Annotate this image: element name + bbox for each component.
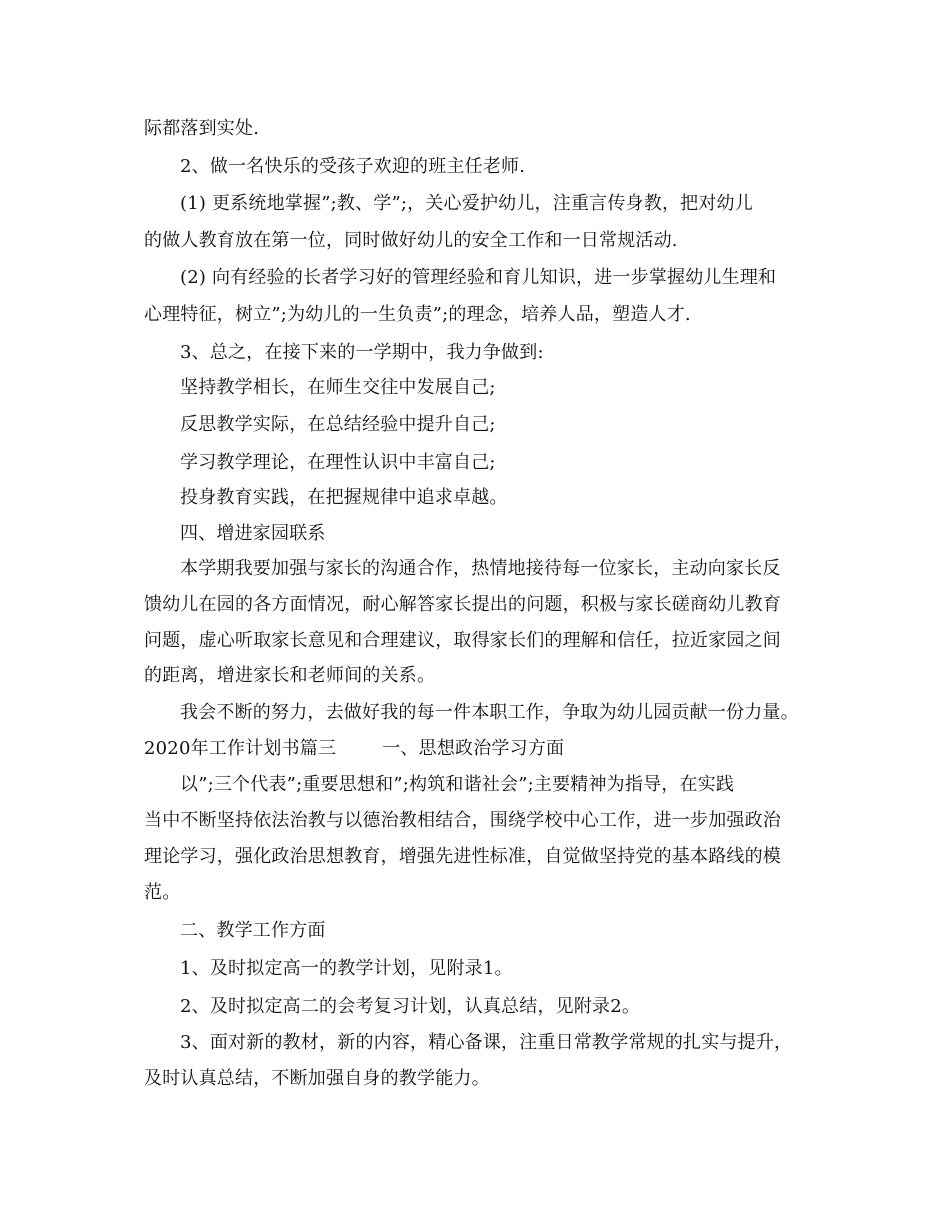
- text-line: (1) 更系统地掌握”;教、学”;，关心爱护幼儿，注重言传身教，把对幼儿: [180, 193, 753, 214]
- text-line: 以”;三个代表”;重要思想和”;构筑和谐社会”;主要精神为指导，在实践: [180, 774, 735, 795]
- text-line: 的距离，增进家长和老师间的关系。: [144, 665, 436, 686]
- text-line: 3、面对新的教材，新的内容，精心备课，注重日常教学常规的扎实与提升，: [180, 1032, 793, 1053]
- text-line: 本学期我要加强与家长的沟通合作，热情地接待每一位家长，主动向家长反: [180, 558, 781, 579]
- text-line: 反思教学实际，在总结经验中提升自己;: [180, 414, 496, 435]
- text-line: 的做人教育放在第一位，同时做好幼儿的安全工作和一日常规活动.: [144, 230, 678, 251]
- text-line: 2、做一名快乐的受孩子欢迎的班主任老师.: [180, 156, 526, 177]
- text-line: 我会不断的努力，去做好我的每一件本职工作，争取为幼儿园贡献一份力量。: [180, 702, 799, 723]
- section-heading: 二、教学工作方面: [180, 920, 326, 941]
- text-line: 学习教学理论，在理性认识中丰富自己;: [180, 452, 496, 473]
- text-line: 3、总之，在接下来的一学期中，我力争做到:: [180, 342, 544, 363]
- section-heading: 四、增进家园联系: [180, 523, 326, 544]
- plan-title: 2020年工作计划书篇三: [144, 738, 337, 759]
- text-line: 范。: [144, 882, 181, 903]
- text-line: 及时认真总结，不断加强自身的教学能力。: [144, 1068, 490, 1089]
- text-line: 投身教育实践，在把握规律中追求卓越。: [180, 487, 508, 508]
- section-heading: 一、思想政治学习方面: [382, 738, 565, 759]
- text-line: 坚持教学相长，在师生交往中发展自己;: [180, 377, 496, 398]
- text-line: 问题，虚心听取家长意见和合理建议，取得家长们的理解和信任，拉近家园之间: [144, 630, 781, 651]
- text-line: 2、及时拟定高二的会考复习计划，认真总结，见附录2。: [180, 996, 641, 1017]
- text-line: 心理特征，树立”;为幼儿的一生负责”;的理念，培养人品，塑造人才.: [144, 304, 691, 325]
- text-line: 当中不断坚持依法治教与以德治教相结合，围绕学校中心工作，进一步加强政治: [144, 810, 781, 831]
- text-line: 理论学习，强化政治思想教育，增强先进性标准，自觉做坚持党的基本路线的模: [144, 846, 781, 867]
- text-line: 1、及时拟定高一的教学计划，见附录1。: [180, 958, 513, 979]
- text-line: (2) 向有经验的长者学习好的管理经验和育儿知识，进一步掌握幼儿生理和: [180, 267, 777, 288]
- text-line: 际都落到实处.: [144, 118, 260, 139]
- plan-title-line: [144, 737, 564, 761]
- text-line: 馈幼儿在园的各方面情况，耐心解答家长提出的问题，积极与家长磋商幼儿教育: [144, 594, 781, 615]
